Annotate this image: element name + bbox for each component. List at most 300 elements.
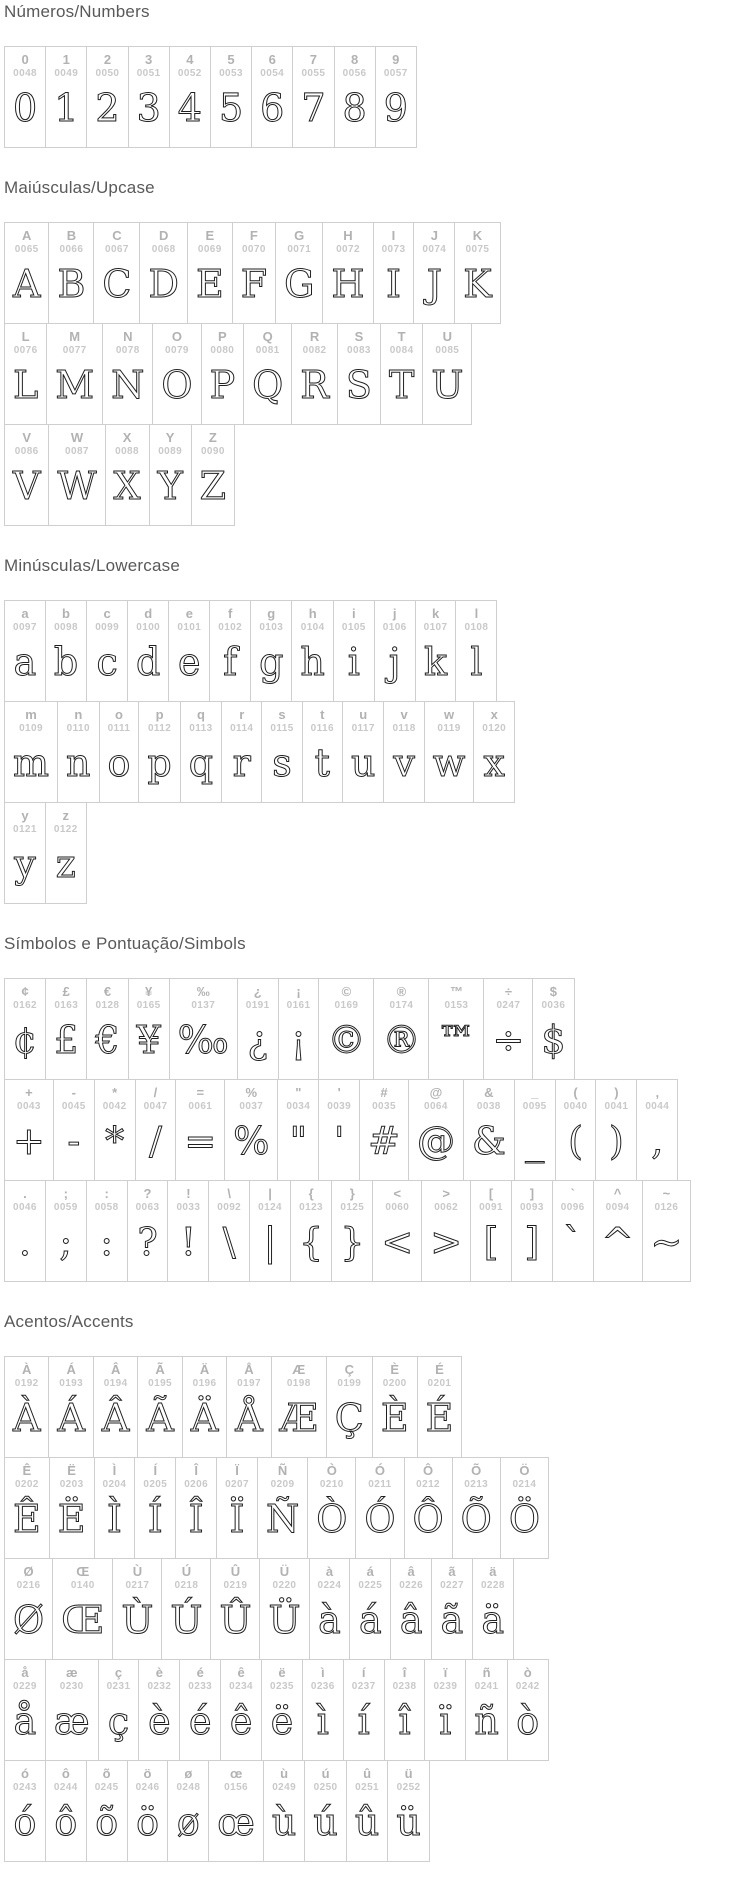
cell-glyph: Ï: [229, 1497, 245, 1541]
cell-code: 0053: [219, 68, 243, 79]
cell-char-label: 6: [268, 52, 276, 67]
cell-glyph: 3: [136, 86, 161, 130]
cell-glyph: M: [55, 363, 95, 407]
cell-code: 0070: [241, 244, 266, 255]
glyph-cell: [384, 1660, 425, 1760]
cell-char-label: A: [22, 228, 32, 243]
glyph-cell: [251, 47, 292, 147]
cell-code: 0241: [474, 1681, 499, 1692]
glyph-cell: [208, 1761, 263, 1861]
cell-char-label: à: [325, 1564, 334, 1579]
glyph-cell: [5, 702, 57, 802]
cell-code: 0242: [515, 1681, 540, 1692]
cell-glyph: Ú: [170, 1598, 203, 1642]
cell-glyph: T: [388, 363, 415, 407]
cell-char-label: 2: [103, 52, 112, 67]
cell-char-label: â: [407, 1564, 415, 1579]
cell-char-label: z: [62, 808, 70, 823]
glyph-cell: [98, 1660, 139, 1760]
cell-char-label: -: [71, 1085, 76, 1100]
cell-char-label: Å: [244, 1362, 254, 1377]
cell-code: 0043: [16, 1101, 41, 1112]
glyph-cell: [210, 1559, 259, 1659]
cell-char-label: W: [70, 430, 84, 445]
cell-code: 0116: [310, 723, 334, 734]
cell-code: 0225: [358, 1580, 383, 1591]
cell-char-label: è: [155, 1665, 163, 1680]
cell-code: 0096: [560, 1202, 585, 1213]
cell-char-label: B: [66, 228, 77, 243]
cell-char-label: õ: [102, 1766, 111, 1781]
glyph-cell: [322, 223, 372, 323]
cell-glyph: h: [300, 640, 325, 684]
cell-glyph: D: [148, 262, 179, 306]
cell-char-label: ø: [184, 1766, 193, 1781]
cell-glyph: ^: [601, 1220, 634, 1264]
cell-glyph: J: [426, 262, 442, 306]
cell-code: 0093: [519, 1202, 544, 1213]
glyph-cell: [226, 1357, 270, 1457]
glyph-cell: [5, 1080, 53, 1180]
glyph-cell: [167, 1181, 208, 1281]
cell-char-label: b: [62, 606, 70, 621]
glyph-cell: [138, 702, 179, 802]
cell-glyph: %: [233, 1119, 270, 1163]
glyph-cell: [387, 1761, 428, 1861]
cell-glyph: V: [13, 464, 41, 508]
cell-code: 0207: [225, 1479, 249, 1490]
cell-glyph: £: [54, 1018, 79, 1062]
cell-glyph: å: [13, 1699, 37, 1743]
cell-glyph: ‰: [177, 1018, 229, 1062]
cell-char-label: ©: [341, 984, 352, 999]
cell-code: 0042: [102, 1101, 127, 1112]
glyph-cell: [555, 1080, 596, 1180]
cell-glyph: P: [209, 363, 236, 407]
glyph-cell: [452, 1458, 500, 1558]
cell-char-label: Ì: [112, 1463, 117, 1478]
cell-code: 0082: [302, 345, 327, 356]
cell-glyph: ;: [59, 1220, 73, 1264]
cell-char-label: ‰: [196, 984, 210, 999]
cell-char-label: Á: [66, 1362, 76, 1377]
glyph-cell: [5, 979, 45, 1079]
cell-glyph: t: [314, 741, 330, 785]
cell-glyph: 0: [13, 86, 38, 130]
cell-code: 0244: [53, 1782, 78, 1793]
cell-char-label: ¢: [21, 984, 29, 999]
glyph-cell: [250, 601, 291, 701]
cell-code: 0111: [107, 723, 131, 734]
cell-code: 0068: [151, 244, 176, 255]
cell-code: 0044: [645, 1101, 670, 1112]
section-upcase: [4, 178, 724, 526]
cell-code: 0226: [399, 1580, 424, 1591]
glyph-cell: [470, 1181, 511, 1281]
cell-code: 0252: [396, 1782, 421, 1793]
cell-code: 0045: [61, 1101, 86, 1112]
cell-code: 0198: [286, 1378, 311, 1389]
cell-glyph: c: [96, 640, 118, 684]
cell-char-label: ñ: [482, 1665, 491, 1680]
glyph-cell: [415, 601, 456, 701]
cell-char-label: ì: [320, 1665, 325, 1680]
glyph-cell: [465, 1660, 506, 1760]
glyph-cell: [552, 1181, 593, 1281]
glyph-cell: [167, 1761, 208, 1861]
cell-code: 0122: [53, 824, 78, 835]
cell-char-label: F: [249, 228, 258, 243]
glyph-cell: [187, 223, 232, 323]
cell-code: 0203: [59, 1479, 84, 1490]
glyph-cell: [53, 1080, 94, 1180]
cell-char-label: œ: [229, 1766, 243, 1781]
cell-glyph: Å: [235, 1396, 263, 1440]
cell-code: 0062: [434, 1202, 459, 1213]
cell-code: 0193: [59, 1378, 84, 1389]
cell-glyph: +: [13, 1119, 45, 1163]
cell-char-label: K: [472, 228, 483, 243]
cell-glyph: E: [195, 262, 224, 306]
cell-char-label: Ô: [423, 1463, 434, 1478]
cell-char-label: _: [531, 1085, 539, 1100]
glyph-cell: [390, 1559, 431, 1659]
cell-code: 0200: [382, 1378, 407, 1389]
cell-code: 0214: [512, 1479, 537, 1490]
cell-char-label: ë: [278, 1665, 286, 1680]
cell-glyph: Ä: [190, 1396, 219, 1440]
cell-code: 0055: [301, 68, 326, 79]
cell-glyph: â: [399, 1598, 423, 1642]
cell-char-label: O: [171, 329, 183, 344]
cell-char-label: Ê: [22, 1463, 32, 1478]
glyph-cell: [261, 702, 301, 802]
cell-char-label: S: [354, 329, 364, 344]
cell-code: 0065: [14, 244, 39, 255]
cell-glyph: ö: [136, 1800, 159, 1844]
cell-char-label: i: [352, 606, 356, 621]
cell-code: 0087: [65, 446, 89, 457]
cell-code: 0205: [143, 1479, 168, 1490]
glyph-cell: [191, 425, 234, 525]
cell-code: 0161: [286, 1000, 311, 1011]
glyph-cell: [292, 47, 333, 147]
cell-code: 0113: [189, 723, 213, 734]
cell-glyph: l: [470, 640, 483, 684]
cell-code: 0076: [13, 345, 38, 356]
cell-glyph: À: [13, 1396, 41, 1440]
glyph-cell: [318, 1080, 359, 1180]
cell-char-label: Ï: [235, 1463, 239, 1478]
glyph-cell: [302, 1660, 343, 1760]
cell-code: 0100: [136, 622, 161, 633]
cell-glyph: é: [188, 1699, 212, 1743]
cell-code: 0232: [147, 1681, 172, 1692]
glyph-cell: [57, 702, 98, 802]
cell-glyph: Ì: [106, 1497, 122, 1541]
glyph-cell: [342, 702, 383, 802]
cell-char-label: Ù: [132, 1564, 143, 1579]
cell-glyph: û: [354, 1800, 380, 1844]
cell-char-label: G: [294, 228, 305, 243]
glyph-cell: [636, 1080, 677, 1180]
cell-code: 0038: [476, 1101, 501, 1112]
glyph-cell: [237, 979, 278, 1079]
cell-glyph: y: [14, 842, 36, 886]
cell-glyph: n: [66, 741, 91, 785]
cell-code: 0041: [604, 1101, 629, 1112]
cell-glyph: .: [18, 1220, 31, 1264]
glyph-cell: [359, 1080, 408, 1180]
cell-code: 0251: [355, 1782, 380, 1793]
cell-char-label: /: [153, 1085, 158, 1100]
cell-code: 0119: [437, 723, 461, 734]
cell-glyph: I: [385, 262, 401, 306]
glyph-cell: [5, 1559, 52, 1659]
cell-char-label: Ò: [326, 1463, 337, 1478]
cell-code: 0238: [392, 1681, 417, 1692]
cell-glyph: Ù: [121, 1598, 154, 1642]
cell-char-label: £: [62, 984, 70, 999]
cell-code: 0090: [200, 446, 225, 457]
cell-code: 0201: [427, 1378, 452, 1389]
cell-char-label: c: [103, 606, 111, 621]
cell-code: 0209: [270, 1479, 295, 1490]
section-title-numbers: Números/Numbers: [4, 2, 150, 21]
cell-code: 0234: [229, 1681, 254, 1692]
cell-glyph: <: [381, 1220, 414, 1264]
glyph-row: [4, 978, 575, 1080]
glyph-cell: [373, 979, 428, 1079]
cell-glyph: ó: [13, 1800, 37, 1844]
cell-glyph: !: [180, 1220, 196, 1264]
cell-code: 0210: [319, 1479, 344, 1490]
cell-code: 0033: [176, 1202, 201, 1213]
glyph-cell: [152, 324, 200, 424]
glyph-cell: [5, 1761, 45, 1861]
glyph-cell: [86, 1181, 127, 1281]
cell-char-label: Ñ: [277, 1463, 288, 1478]
cell-code: 0085: [435, 345, 460, 356]
cell-glyph: ñ: [474, 1699, 499, 1743]
glyph-row: [4, 600, 497, 702]
glyph-cell: [169, 979, 237, 1079]
section-numbers: [4, 2, 724, 148]
glyph-cell: [302, 702, 342, 802]
cell-char-label: í: [361, 1665, 366, 1680]
glyph-cell: [413, 223, 454, 323]
glyph-table-symbols: [4, 978, 724, 1282]
cell-char-label: $: [549, 984, 558, 999]
glyph-cell: [49, 1458, 94, 1558]
cell-char-label: :: [104, 1186, 109, 1201]
cell-code: 0191: [245, 1000, 270, 1011]
cell-char-label: `: [570, 1186, 575, 1201]
cell-char-label: Ã: [155, 1362, 165, 1377]
glyph-cell: [45, 1181, 86, 1281]
glyph-cell: [220, 1660, 261, 1760]
cell-glyph: q: [188, 741, 214, 785]
glyph-cell: [105, 425, 149, 525]
cell-code: 0245: [94, 1782, 119, 1793]
glyph-cell: [349, 1559, 390, 1659]
cell-glyph: A: [13, 262, 41, 306]
cell-char-label: |: [268, 1186, 272, 1201]
cell-glyph: Î: [188, 1497, 204, 1541]
glyph-cell: [232, 223, 275, 323]
cell-char-label: w: [443, 707, 455, 722]
cell-code: 0110: [66, 723, 90, 734]
cell-char-label: <: [393, 1186, 402, 1201]
glyph-cell: [99, 702, 139, 802]
cell-char-label: d: [144, 606, 153, 621]
cell-char-label: #: [380, 1085, 388, 1100]
cell-glyph: {: [299, 1220, 324, 1264]
cell-code: 0094: [605, 1202, 630, 1213]
cell-code: 0229: [13, 1681, 37, 1692]
cell-code: 0089: [158, 446, 183, 457]
cell-code: 0102: [218, 622, 243, 633]
cell-glyph: k: [424, 640, 448, 684]
cell-glyph: ¢: [13, 1018, 38, 1062]
cell-code: 0063: [135, 1202, 160, 1213]
cell-glyph: u: [350, 741, 376, 785]
cell-code: 0079: [165, 345, 189, 356]
glyph-cell: [94, 1080, 135, 1180]
cell-char-label: ã: [448, 1564, 456, 1579]
cell-char-label: å: [21, 1665, 29, 1680]
glyph-row: [4, 1356, 462, 1458]
cell-code: 0247: [496, 1000, 521, 1011]
cell-code: 0059: [53, 1202, 78, 1213]
cell-char-label: R: [309, 329, 320, 344]
cell-char-label: é: [196, 1665, 204, 1680]
cell-glyph: }: [340, 1220, 365, 1264]
cell-glyph: ): [609, 1119, 624, 1163]
cell-char-label: À: [22, 1362, 32, 1377]
cell-char-label: .: [23, 1186, 27, 1201]
glyph-cell: [112, 1559, 161, 1659]
cell-code: 0103: [259, 622, 284, 633]
cell-code: 0039: [327, 1101, 352, 1112]
cell-glyph: É: [425, 1396, 454, 1440]
cell-glyph: ¥: [136, 1018, 161, 1062]
cell-code: 0080: [210, 345, 235, 356]
cell-glyph: S: [345, 363, 372, 407]
glyph-cell: [278, 979, 319, 1079]
cell-char-label: [: [488, 1186, 494, 1201]
cell-code: 0071: [287, 244, 312, 255]
cell-glyph: o: [107, 741, 131, 785]
cell-glyph: p: [147, 741, 172, 785]
glyph-cell: [424, 702, 474, 802]
cell-code: 0073: [381, 244, 406, 255]
cell-code: 0246: [135, 1782, 160, 1793]
cell-char-label: E: [205, 228, 215, 243]
cell-char-label: ": [295, 1085, 302, 1100]
glyph-cell: [139, 223, 186, 323]
cell-glyph: ]: [524, 1220, 540, 1264]
cell-code: 0125: [340, 1202, 365, 1213]
cell-char-label: %: [245, 1085, 258, 1100]
cell-code: 0072: [336, 244, 360, 255]
cell-code: 0212: [416, 1479, 440, 1490]
cell-char-label: m: [25, 707, 37, 722]
cell-glyph: C: [102, 262, 132, 306]
glyph-cell: [483, 979, 532, 1079]
cell-char-label: n: [74, 707, 83, 722]
cell-code: 0067: [105, 244, 129, 255]
cell-char-label: D: [159, 228, 169, 243]
cell-glyph: 9: [383, 86, 408, 130]
cell-code: 0115: [270, 723, 294, 734]
cell-glyph: U: [431, 363, 464, 407]
glyph-cell: [277, 1080, 318, 1180]
cell-glyph: e: [178, 640, 201, 684]
glyph-row: [4, 1079, 678, 1181]
glyph-cell: [180, 702, 221, 802]
cell-glyph: :: [100, 1220, 114, 1264]
glyph-row: [4, 1659, 549, 1761]
glyph-cell: [45, 803, 86, 903]
glyph-row: [4, 1558, 514, 1660]
cell-code: 0064: [424, 1101, 448, 1112]
glyph-cell: [94, 1458, 135, 1558]
cell-char-label: ): [614, 1085, 619, 1100]
cell-char-label: l: [474, 606, 479, 621]
cell-code: 0213: [464, 1479, 489, 1490]
cell-glyph: ì: [316, 1699, 329, 1743]
cell-code: 0054: [260, 68, 285, 79]
glyph-cell: [5, 324, 46, 424]
cell-char-label: ò: [523, 1665, 532, 1680]
cell-code: 0074: [422, 244, 447, 255]
cell-code: 0084: [389, 345, 414, 356]
cell-glyph: ?: [137, 1220, 158, 1264]
glyph-cell: [210, 47, 251, 147]
glyph-cell: [593, 1181, 642, 1281]
cell-char-label: h: [308, 606, 317, 621]
glyph-cell: [307, 1458, 355, 1558]
cell-glyph: î: [398, 1699, 411, 1743]
cell-code: 0060: [385, 1202, 410, 1213]
cell-code: 0105: [341, 622, 366, 633]
cell-char-label: Y: [165, 430, 175, 445]
cell-char-label: t: [320, 707, 325, 722]
cell-char-label: ¿: [253, 984, 262, 999]
glyph-cell: [45, 1660, 98, 1760]
cell-glyph: F: [240, 262, 268, 306]
cell-code: 0237: [351, 1681, 376, 1692]
cell-char-label: {: [308, 1186, 314, 1201]
cell-code: 0108: [464, 622, 489, 633]
glyph-table-upcase: [4, 222, 724, 526]
cell-code: 0239: [433, 1681, 458, 1692]
cell-code: 0040: [563, 1101, 588, 1112]
cell-glyph: Í: [147, 1497, 163, 1541]
glyph-row: [4, 802, 87, 904]
glyph-cell: [309, 1559, 350, 1659]
cell-code: 0037: [239, 1101, 264, 1112]
glyph-cell: [175, 1458, 216, 1558]
cell-char-label: (: [573, 1085, 578, 1100]
cell-code: 0106: [382, 622, 407, 633]
cell-glyph: ê: [229, 1699, 253, 1743]
cell-char-label: ': [337, 1085, 341, 1100]
cell-code: 0216: [16, 1580, 41, 1591]
cell-code: 0249: [272, 1782, 297, 1793]
cell-glyph: Ç: [334, 1396, 364, 1440]
